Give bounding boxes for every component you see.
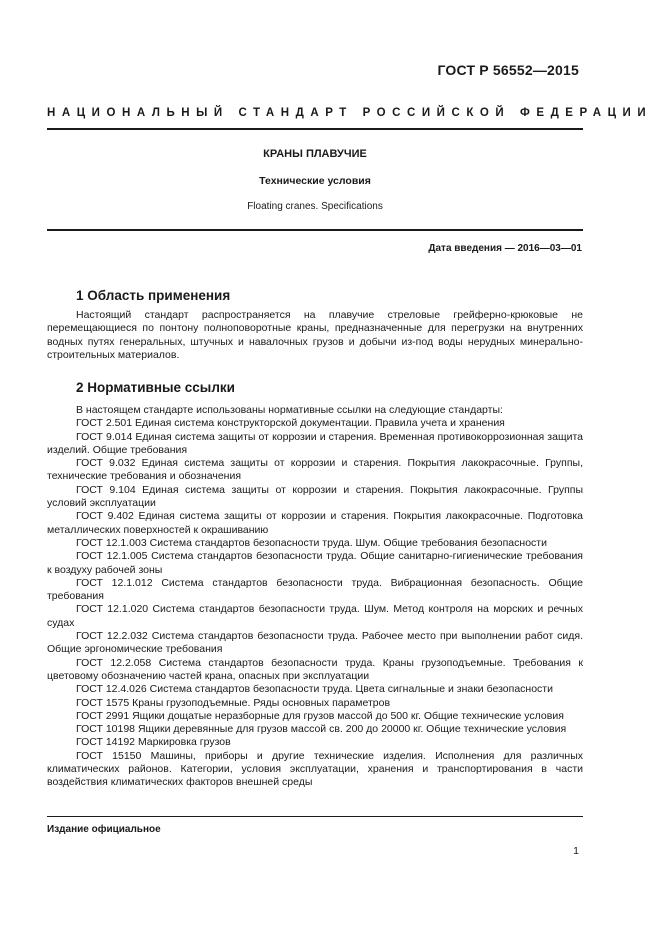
reference-item: ГОСТ 2.501 Единая система конструкторской документации. Правила учета и хранения (76, 417, 505, 430)
footer-divider (47, 816, 583, 817)
paragraph: Настоящий стандарт распространяется на плавучие стреловые грейферно-крюковые не перемещающиеся по понтону полноповоротные краны, предназначенные для перегрузки на внутренних водных путях генеральных, штучных и навалочных грузов и добычи из-под воды нерудных минерально-строительных материалов. (47, 309, 583, 361)
reference-item: ГОСТ 2991 Ящики дощатые неразборные для грузов массой до 500 кг. Общие технические условия (76, 709, 564, 722)
reference-item: ГОСТ 12.1.012 Система стандартов безопасности труда. Вибрационная безопасность. Общие требования (47, 576, 583, 603)
reference-item: ГОСТ 14192 Маркировка грузов (76, 736, 231, 749)
reference-item: ГОСТ 15150 Машины, приборы и другие технические изделия. Исполнения для различных климатических районов. Категории, условия эксплуатации, хранения и транспортирования в части воздействия климатических факторов внешней среды (47, 749, 583, 789)
section-heading-scope: 1 Область применения (76, 288, 231, 303)
document-subtitle: Технические условия (259, 175, 371, 187)
reference-item: ГОСТ 12.1.005 Система стандартов безопасности труда. Общие санитарно-гигиенические требования к воздуху рабочей зоны (47, 550, 583, 576)
section-body-scope (47, 309, 583, 362)
section-heading-references: 2 Нормативные ссылки (76, 380, 235, 395)
reference-item: ГОСТ 10198 Ящики деревянные для грузов массой св. 200 до 20000 кг. Общие технические условия (76, 723, 567, 736)
document-title: КРАНЫ ПЛАВУЧИЕ (263, 148, 367, 160)
section-body-references (47, 404, 583, 790)
introduction-date: Дата введения — 2016—03—01 (428, 243, 582, 254)
top-divider (47, 128, 583, 130)
reference-item: ГОСТ 1575 Краны грузоподъемные. Ряды основных параметров (76, 696, 391, 709)
title-divider (47, 229, 583, 231)
reference-item: ГОСТ 9.014 Единая система защиты от коррозии и старения. Временная противокоррозионная защита изделий. Общие требования (47, 430, 583, 456)
reference-item: ГОСТ 12.1.003 Система стандартов безопасности труда. Шум. Общие требования безопасности (76, 536, 547, 549)
reference-item: ГОСТ 9.402 Единая система защиты от коррозии и старения. Покрытия лакокрасочные. Подготовка металлических поверхностей к окрашиванию (47, 510, 583, 536)
reference-item: ГОСТ 9.032 Единая система защиты от коррозии и старения. Покрытия лакокрасочные. Группы, технические требования и обозначения (47, 457, 583, 483)
reference-item: ГОСТ 12.2.058 Система стандартов безопасности труда. Краны грузоподъемные. Требования к цветовому обозначению частей крана, опасных при эксплуатации (47, 656, 583, 682)
document-title-english: Floating cranes. Specifications (247, 201, 383, 212)
reference-item: ГОСТ 12.2.032 Система стандартов безопасности труда. Рабочее место при выполнении работ сидя. Общие эргономические требования (47, 630, 583, 656)
reference-item: ГОСТ 12.1.020 Система стандартов безопасности труда. Шум. Метод контроля на морских и речных судах (47, 603, 583, 629)
document-code: ГОСТ Р 56552—2015 (437, 62, 579, 78)
paragraph: В настоящем стандарте использованы нормативные ссылки на следующие стандарты: (76, 404, 503, 416)
reference-item: ГОСТ 12.4.026 Система стандартов безопасности труда. Цвета сигнальные и знаки безопасности (76, 683, 553, 696)
page-number: 1 (573, 845, 579, 857)
edition-label: Издание официальное (47, 824, 161, 835)
reference-item: ГОСТ 9.104 Единая система защиты от коррозии и старения. Покрытия лакокрасочные. Группы условий эксплуатации (47, 483, 583, 510)
national-standard-banner: НАЦИОНАЛЬНЫЙ СТАНДАРТ РОССИЙСКОЙ ФЕДЕРАЦИИ (47, 107, 653, 119)
